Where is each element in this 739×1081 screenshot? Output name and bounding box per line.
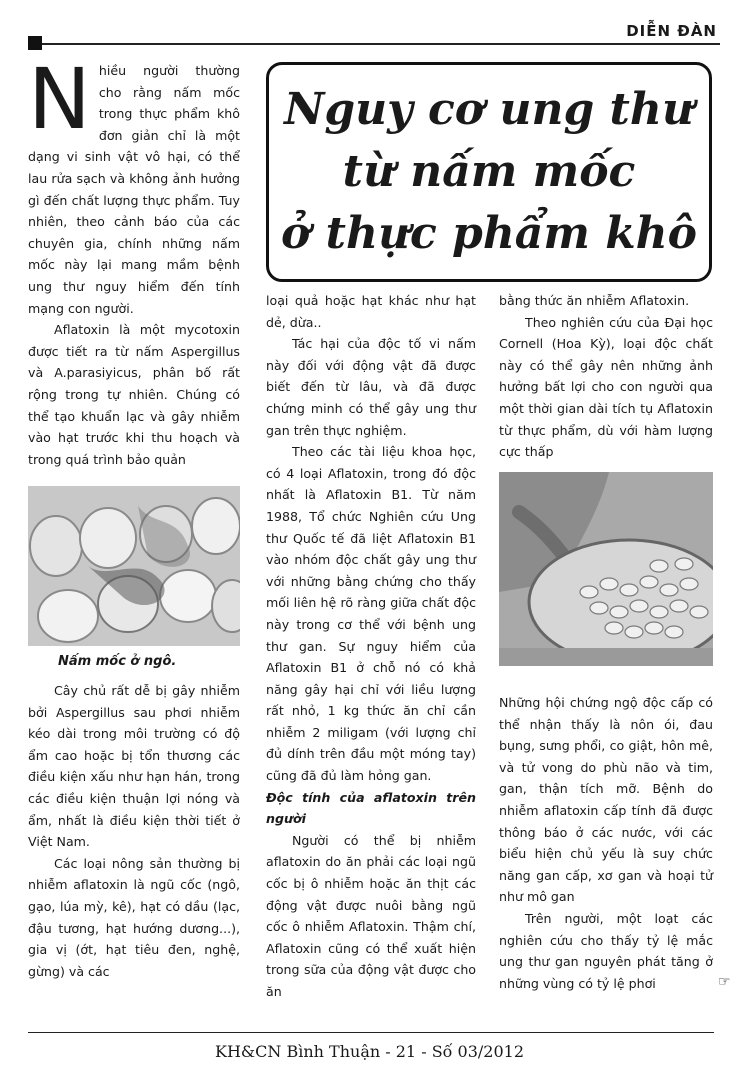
paragraph: Cây chủ rất dễ bị gây nhiễm bởi Aspergillus sau phơi nhiễm kéo dài trong môi trường có độ ẩm cao hoặc bị tổn thương các điều kiện xấu như hạn hán, trong các điều kiện thuận lợi nóng và ẩm, nhất là điều kiện thời tiết ở Việt Nam. — [28, 683, 240, 850]
paragraph: Các loại nông sản thường bị nhiễm aflatoxin là ngũ cốc (ngô, gạo, lúa mỳ, kê), hạt có dầu (lạc, đậu tương, hạt hướng dương...), gia vị (ớt, hạt tiêu đen, nghệ, gừng) và các — [28, 855, 240, 979]
subheading: Độc tính của aflatoxin trên người — [266, 789, 476, 827]
paragraph: Theo các tài liệu khoa học, có 4 loại Aflatoxin, trong đó độc nhất là Aflatoxin B1. Từ năm 1988, Tổ chức Nghiên cứu Ung thư Quốc tế đã liệt Aflatoxin B1 vào nhóm độc chất gây ung thư với những bằng chứng cho thấy mối liên hệ rõ ràng giữa chất độc này trong cơ thể với bệnh ung thư gan. Sự nguy hiểm của Aflatoxin B1 ở chỗ nó có khả năng gây hại chỉ với liều lượng rất nhỏ, 1 kg thức ăn chỉ cần nhiễm 2 miligam (với lượng chỉ đủ dính trên đầu một móng tay) cũng đã đủ làm hỏng gan. — [266, 444, 476, 784]
paragraph: loại quả hoặc hạt khác như hạt dẻ, dừa.. — [266, 293, 476, 330]
photo-caption: Nấm mốc ở ngô. — [58, 654, 177, 669]
column-3-top — [499, 290, 713, 463]
paragraph: Aflatoxin là một mycotoxin được tiết ra từ nấm Aspergillus và A.parasiyicus, phân bố rất rộng trong tự nhiên. Chúng có thể tạo khuẩn lạc và gây nhiễm vào hạt trước khi thu hoạch và trong quá trình bảo quản — [28, 322, 240, 467]
section-marker — [28, 36, 42, 50]
column-1-top — [28, 50, 240, 470]
paragraph: Những hội chứng ngộ độc cấp có thể nhận thấy là nôn ói, đau bụng, sưng phổi, co giật, hôn mê, và tử vong do phù não và tim, gan, thận tích mỡ. Bệnh do nhiễm aflatoxin cấp tính đã được thông báo ở các nước, với các biểu hiện chủ yếu là suy chức năng gan cấp, xơ gan và hoại tử như mô gan — [499, 695, 713, 905]
title-box — [266, 62, 712, 282]
paragraph: Tác hại của độc tố vi nấm này đối với động vật đã được biết đến từ lâu, và đã được chứng minh có thể gây ung thư gan trên thực nghiệm. — [266, 336, 476, 438]
drop-cap: N — [28, 50, 91, 148]
paragraph: Theo nghiên cứu của Đại học Cornell (Hoa Kỳ), loại độc chất này có thể gây nên những ảnh hưởng bất lợi cho con người qua một thời gian dài tích tụ Aflatoxin từ thực phẩm, dù với hàm lượng cực thấp — [499, 314, 713, 460]
continue-arrow-icon: ☞ — [718, 974, 731, 990]
column-3-bottom — [499, 692, 713, 994]
peanuts-photo — [499, 472, 713, 666]
section-label: DIỄN ĐÀN — [626, 22, 717, 40]
bottom-rule — [28, 1032, 714, 1033]
paragraph: Người có thể bị nhiễm aflatoxin do ăn phải các loại ngũ cốc bị ô nhiễm hoặc ăn thịt các động vật được nuôi bằng ngũ cốc ô nhiễm Aflatoxin. Thậm chí, Aflatoxin cũng có thể xuất hiện trong sữa của động vật được cho ăn — [266, 832, 476, 999]
article-title: Nguy cơ ung thư từ nấm mốc ở thực phẩm khô — [280, 84, 698, 259]
paragraph: bằng thức ăn nhiễm Aflatoxin. — [499, 293, 690, 308]
top-rule — [42, 43, 720, 45]
paragraph: hiều người thường cho rằng nấm mốc trong thực phẩm khô đơn giản chỉ là một dạng vi sinh vật vô hại, có thể lau rửa sạch và không ảnh hưởng gì đến chất lượng thực phẩm. Tuy nhiên, theo cảnh báo của các chuyên gia, chính những nấm mốc này lại mang mầm bệnh ung thư nguy hiểm đến tính mạng con người. — [28, 63, 240, 316]
column-2 — [266, 290, 476, 1003]
column-1-bottom — [28, 680, 240, 982]
page-footer: KH&CN Bình Thuận - 21 - Số 03/2012 — [215, 1042, 524, 1061]
paragraph: Trên người, một loạt các nghiên cứu cho thấy tỷ lệ mắc ung thư gan nguyên phát tăng ở những vùng có tỷ lệ phơi — [499, 910, 713, 991]
moldy-corn-photo — [28, 486, 240, 646]
